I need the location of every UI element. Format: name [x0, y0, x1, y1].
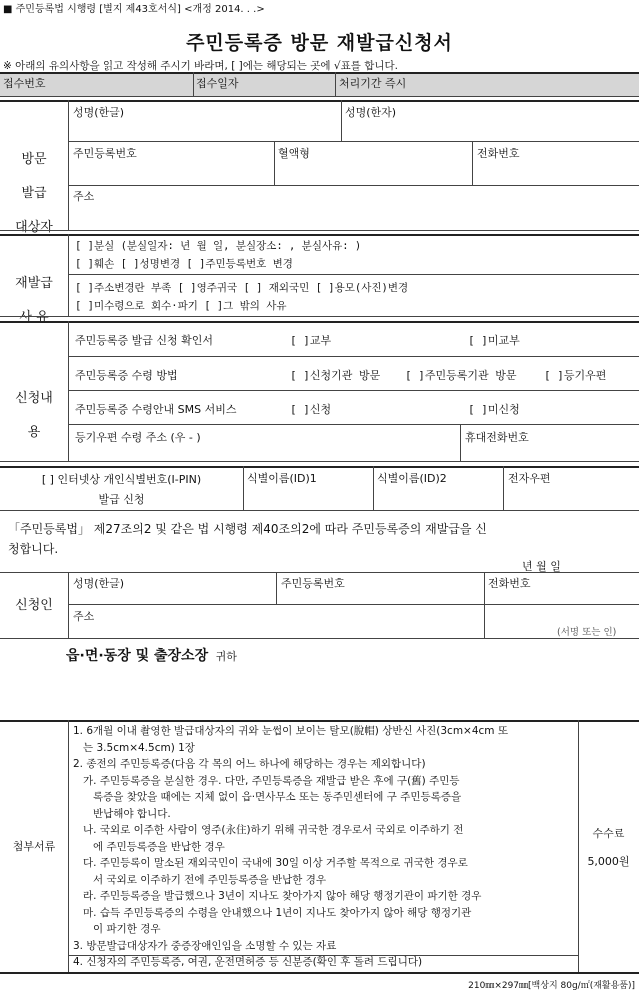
- attachment-item: 다. 주민등록이 말소된 재외국민이 국내에 30일 이상 거주할 목적으로 귀국한 경우로: [73, 857, 468, 869]
- applicant-rrn-field[interactable]: 주민등록번호: [281, 577, 345, 590]
- sms-decline-option[interactable]: [ ]미신청: [468, 403, 520, 416]
- attachment-item: 3. 방문발급대상자가 중증장애인임을 소명할 수 있는 자료: [73, 939, 337, 952]
- receive-method-label: 주민등록증 수령 방법: [75, 369, 178, 382]
- ipin-id1-field[interactable]: 식별이름(ID)1: [247, 472, 317, 485]
- statement-line-2: 청합니다.: [8, 542, 59, 556]
- receipt-number-label: 접수번호: [3, 77, 46, 90]
- attachment-item: 반납해야 합니다.: [73, 807, 171, 820]
- fee-value: 5,000원: [587, 855, 630, 868]
- confirm-issue-option[interactable]: [ ]교부: [290, 334, 332, 347]
- attachment-item: 라. 주민등록증을 발급했으나 3년이 지나도 찾아가지 않아 해당 행정기관이 파기한 경우: [73, 890, 482, 902]
- mail-address-field[interactable]: 등기우편 수령 주소 (우 - ): [75, 431, 201, 444]
- visitor-name-hanja-field[interactable]: 성명(한자): [345, 106, 397, 119]
- instruction-text: ※ 아래의 유의사항을 읽고 작성해 주시기 바라며, [ ]에는 해당되는 곳에 √표를 합니다.: [3, 60, 398, 72]
- ipin-id2-field[interactable]: 식별이름(ID)2: [377, 472, 447, 485]
- attachment-item: 이 파기한 경우: [73, 923, 161, 935]
- signature-field[interactable]: (서명 또는 인): [557, 627, 617, 638]
- applicant-address-field[interactable]: 주소: [73, 610, 95, 623]
- attachment-item: 4. 신청자의 주민등록증, 여권, 운전면허증 등 신분증(확인 후 돌려 드립니다): [73, 956, 423, 968]
- visitor-address-field[interactable]: 주소: [73, 190, 95, 203]
- ipin-email-field[interactable]: 전자우편: [508, 472, 551, 485]
- applicant-name-field[interactable]: 성명(한글): [73, 577, 125, 590]
- receive-registered-mail-option[interactable]: [ ]등기우편: [544, 369, 607, 382]
- visitor-blood-type-field[interactable]: 혈액형: [278, 147, 310, 160]
- reason-section-line1: 재발급: [15, 276, 53, 291]
- attachment-item: 1. 6개월 이내 촬영한 발급대상자의 귀와 눈썹이 보이는 탈모(脫帽) 상반신 사진(3cm×4cm 또: [73, 725, 509, 737]
- reason-address-return-photo-option[interactable]: [ ]주소변경란 부족 [ ]영주귀국 [ ] 재외국민 [ ]용모(사진)변경: [75, 282, 409, 294]
- reason-unclaimed-other-option[interactable]: [ ]미수령으로 회수·파기 [ ]그 밖의 사유: [75, 300, 287, 312]
- request-section-line1: 신청내: [15, 391, 53, 406]
- request-section-label: [0, 373, 68, 458]
- confirm-no-issue-option[interactable]: [ ]미교부: [468, 334, 520, 347]
- attachment-item: 에 주민등록증을 반납한 경우: [73, 840, 225, 853]
- office-use-row: [0, 72, 639, 96]
- attachment-item: 서 국외로 이주하기 전에 주민등록증을 반납한 경우: [73, 873, 327, 886]
- application-date[interactable]: 년 월 일: [522, 560, 561, 573]
- reason-section-line2: 사 유: [19, 310, 49, 325]
- reason-lost-option[interactable]: [ ]분실 (분실일자: 년 월 일, 분실장소: , 분실사유: ): [75, 240, 362, 252]
- attachment-item: 는 3.5cm×4.5cm) 1장: [73, 741, 195, 754]
- recipient-line: [66, 645, 237, 665]
- processing-period-label: 처리기간 즉시: [339, 77, 407, 90]
- visitor-name-korean-field[interactable]: 성명(한글): [73, 106, 125, 119]
- ipin-apply-option[interactable]: [ ] 인터넷상 개인식별번호(I-PIN): [41, 473, 202, 486]
- visitor-section-line3: 대상자: [15, 220, 53, 235]
- receipt-date-label: 접수일자: [196, 77, 239, 90]
- ipin-apply-label-2: 발급 신청: [98, 493, 145, 506]
- form-header-note: ■ 주민등록법 시행령 [별지 제43호서식] <개정 2014. . .>: [3, 4, 265, 15]
- recipient-suffix: 귀하: [215, 650, 237, 663]
- attachment-item: 가. 주민등록증을 분실한 경우. 다만, 주민등록증을 재발급 받은 후에 구(舊) 주민등: [73, 774, 460, 787]
- receive-registry-office-option[interactable]: [ ]주민등록기관 방문: [405, 369, 517, 382]
- fee-label: 수수료: [592, 827, 625, 840]
- visitor-section-line1: 방문: [21, 152, 47, 167]
- reason-section-label: [0, 258, 68, 343]
- paper-spec-footer: 210㎜×297㎜[백상지 80g/㎡(재활용품)]: [468, 981, 635, 991]
- applicant-phone-field[interactable]: 전화번호: [488, 577, 531, 590]
- sms-apply-option[interactable]: [ ]신청: [290, 403, 332, 416]
- attachments-list: [73, 723, 508, 971]
- receive-visit-agency-option[interactable]: [ ]신청기관 방문: [290, 369, 381, 382]
- attachment-item: 마. 습득 주민등록증의 수령을 안내했으나 1년이 지나도 찾아가지 않아 해당 행정기관: [73, 906, 472, 919]
- attachment-item: 2. 종전의 주민등록증(다음 각 목의 어느 하나에 해당하는 경우는 제외합니다): [73, 758, 426, 770]
- visitor-rrn-field[interactable]: 주민등록번호: [73, 147, 137, 160]
- visitor-section-line2: 발급: [21, 186, 47, 201]
- attachment-item: 록증을 찾았을 때에는 지체 없이 읍·면사무소 또는 동주민센터에 구 주민등록증을: [73, 791, 462, 803]
- recipient-title: 읍·면·동장 및 출장소장: [66, 648, 209, 664]
- reason-damage-name-rrn-option[interactable]: [ ]훼손 [ ]성명변경 [ ]주민등록번호 변경: [75, 258, 293, 270]
- applicant-section-label: 신청인: [15, 598, 53, 613]
- statement-line-1: 「주민등록법」 제27조의2 및 같은 법 시행령 제40조의2에 따라 주민등록증의 재발급을 신: [8, 522, 487, 536]
- sms-service-label: 주민등록증 수령안내 SMS 서비스: [75, 403, 237, 416]
- attachments-section-label: 첨부서류: [12, 840, 56, 853]
- attachment-item: 나. 국외로 이주한 사람이 영주(永住)하기 위해 귀국한 경우로서 국외로 이주하기 전: [73, 824, 464, 836]
- confirm-label: 주민등록증 발급 신청 확인서: [75, 334, 214, 347]
- page-title: 주민등록증 방문 재발급신청서: [186, 32, 453, 54]
- mobile-phone-field[interactable]: 휴대전화번호: [465, 431, 529, 444]
- visitor-phone-field[interactable]: 전화번호: [477, 147, 520, 160]
- request-section-line2: 용: [27, 425, 41, 440]
